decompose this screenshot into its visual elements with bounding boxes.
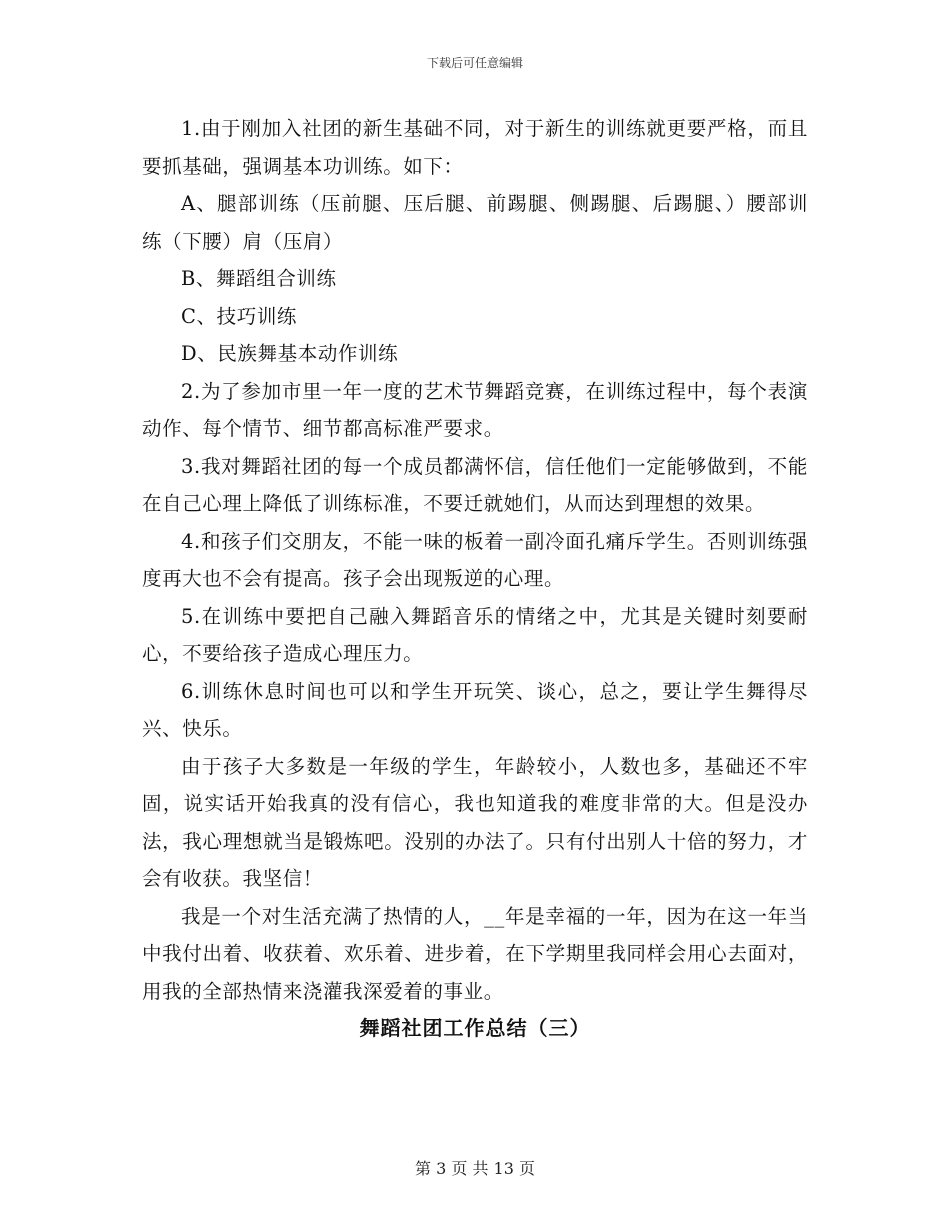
paragraph-2: 2.为了参加市里一年一度的艺术节舞蹈竞赛，在训练过程中，每个表演动作、每个情节、细节都高标准严要求。 — [142, 379, 808, 440]
paragraph-dance-combo: B、舞蹈组合训练 — [181, 267, 337, 290]
paragraph-closing: 我是一个对生活充满了热情的人，__年是幸福的一年，因为在这一年当中我付出着、收获着、欢乐着、进步着，在下学期里我同样会用心去面对，用我的全部热情来浇灌我深爱着的事业。 — [142, 904, 808, 1003]
paragraph-1: 1.由于刚加入社团的新生基础不同，对于新生的训练就更要严格，而且要抓基础，强调基本功训练。如下： — [142, 117, 808, 178]
header-note: 下载后可任意编辑 — [426, 56, 523, 70]
paragraph-3: 3.我对舞蹈社团的每一个成员都满怀信，信任他们一定能够做到，不能在自己心理上降低了训练标准，不要迁就她们，从而达到理想的效果。 — [142, 454, 808, 515]
document-body — [142, 110, 808, 1048]
paragraph-6: 6.训练休息时间也可以和学生开玩笑、谈心，总之，要让学生舞得尽兴、快乐。 — [142, 679, 808, 740]
paragraph-leg-training: A、腿部训练（压前腿、压后腿、前踢腿、侧踢腿、后踢腿、）腰部训练（下腰）肩（压肩） — [142, 192, 808, 253]
page-number: 第 3 页 共 13 页 — [415, 1159, 535, 1178]
paragraph-summary: 由于孩子大多数是一年级的学生，年龄较小，人数也多，基础还不牢固，说实话开始我真的没有信心，我也知道我的难度非常的大。但是没办法，我心理想就当是锻炼吧。没别的办法了。只有付出别人十倍的努力，才会有收获。我坚信！ — [142, 754, 808, 890]
paragraph-skill-training: C、技巧训练 — [181, 304, 298, 328]
paragraph-4: 4.和孩子们交朋友，不能一味的板着一副冷面孔痛斥学生。否则训练强度再大也不会有提高。孩子会出现叛逆的心理。 — [142, 529, 808, 590]
paragraph-5: 5.在训练中要把自己融入舞蹈音乐的情绪之中，尤其是关键时刻要耐心，不要给孩子造成心理压力。 — [142, 604, 808, 665]
paragraph-folk-dance: D、民族舞基本动作训练 — [181, 342, 399, 365]
section-title: 舞蹈社团工作总结（三） — [359, 1016, 591, 1040]
